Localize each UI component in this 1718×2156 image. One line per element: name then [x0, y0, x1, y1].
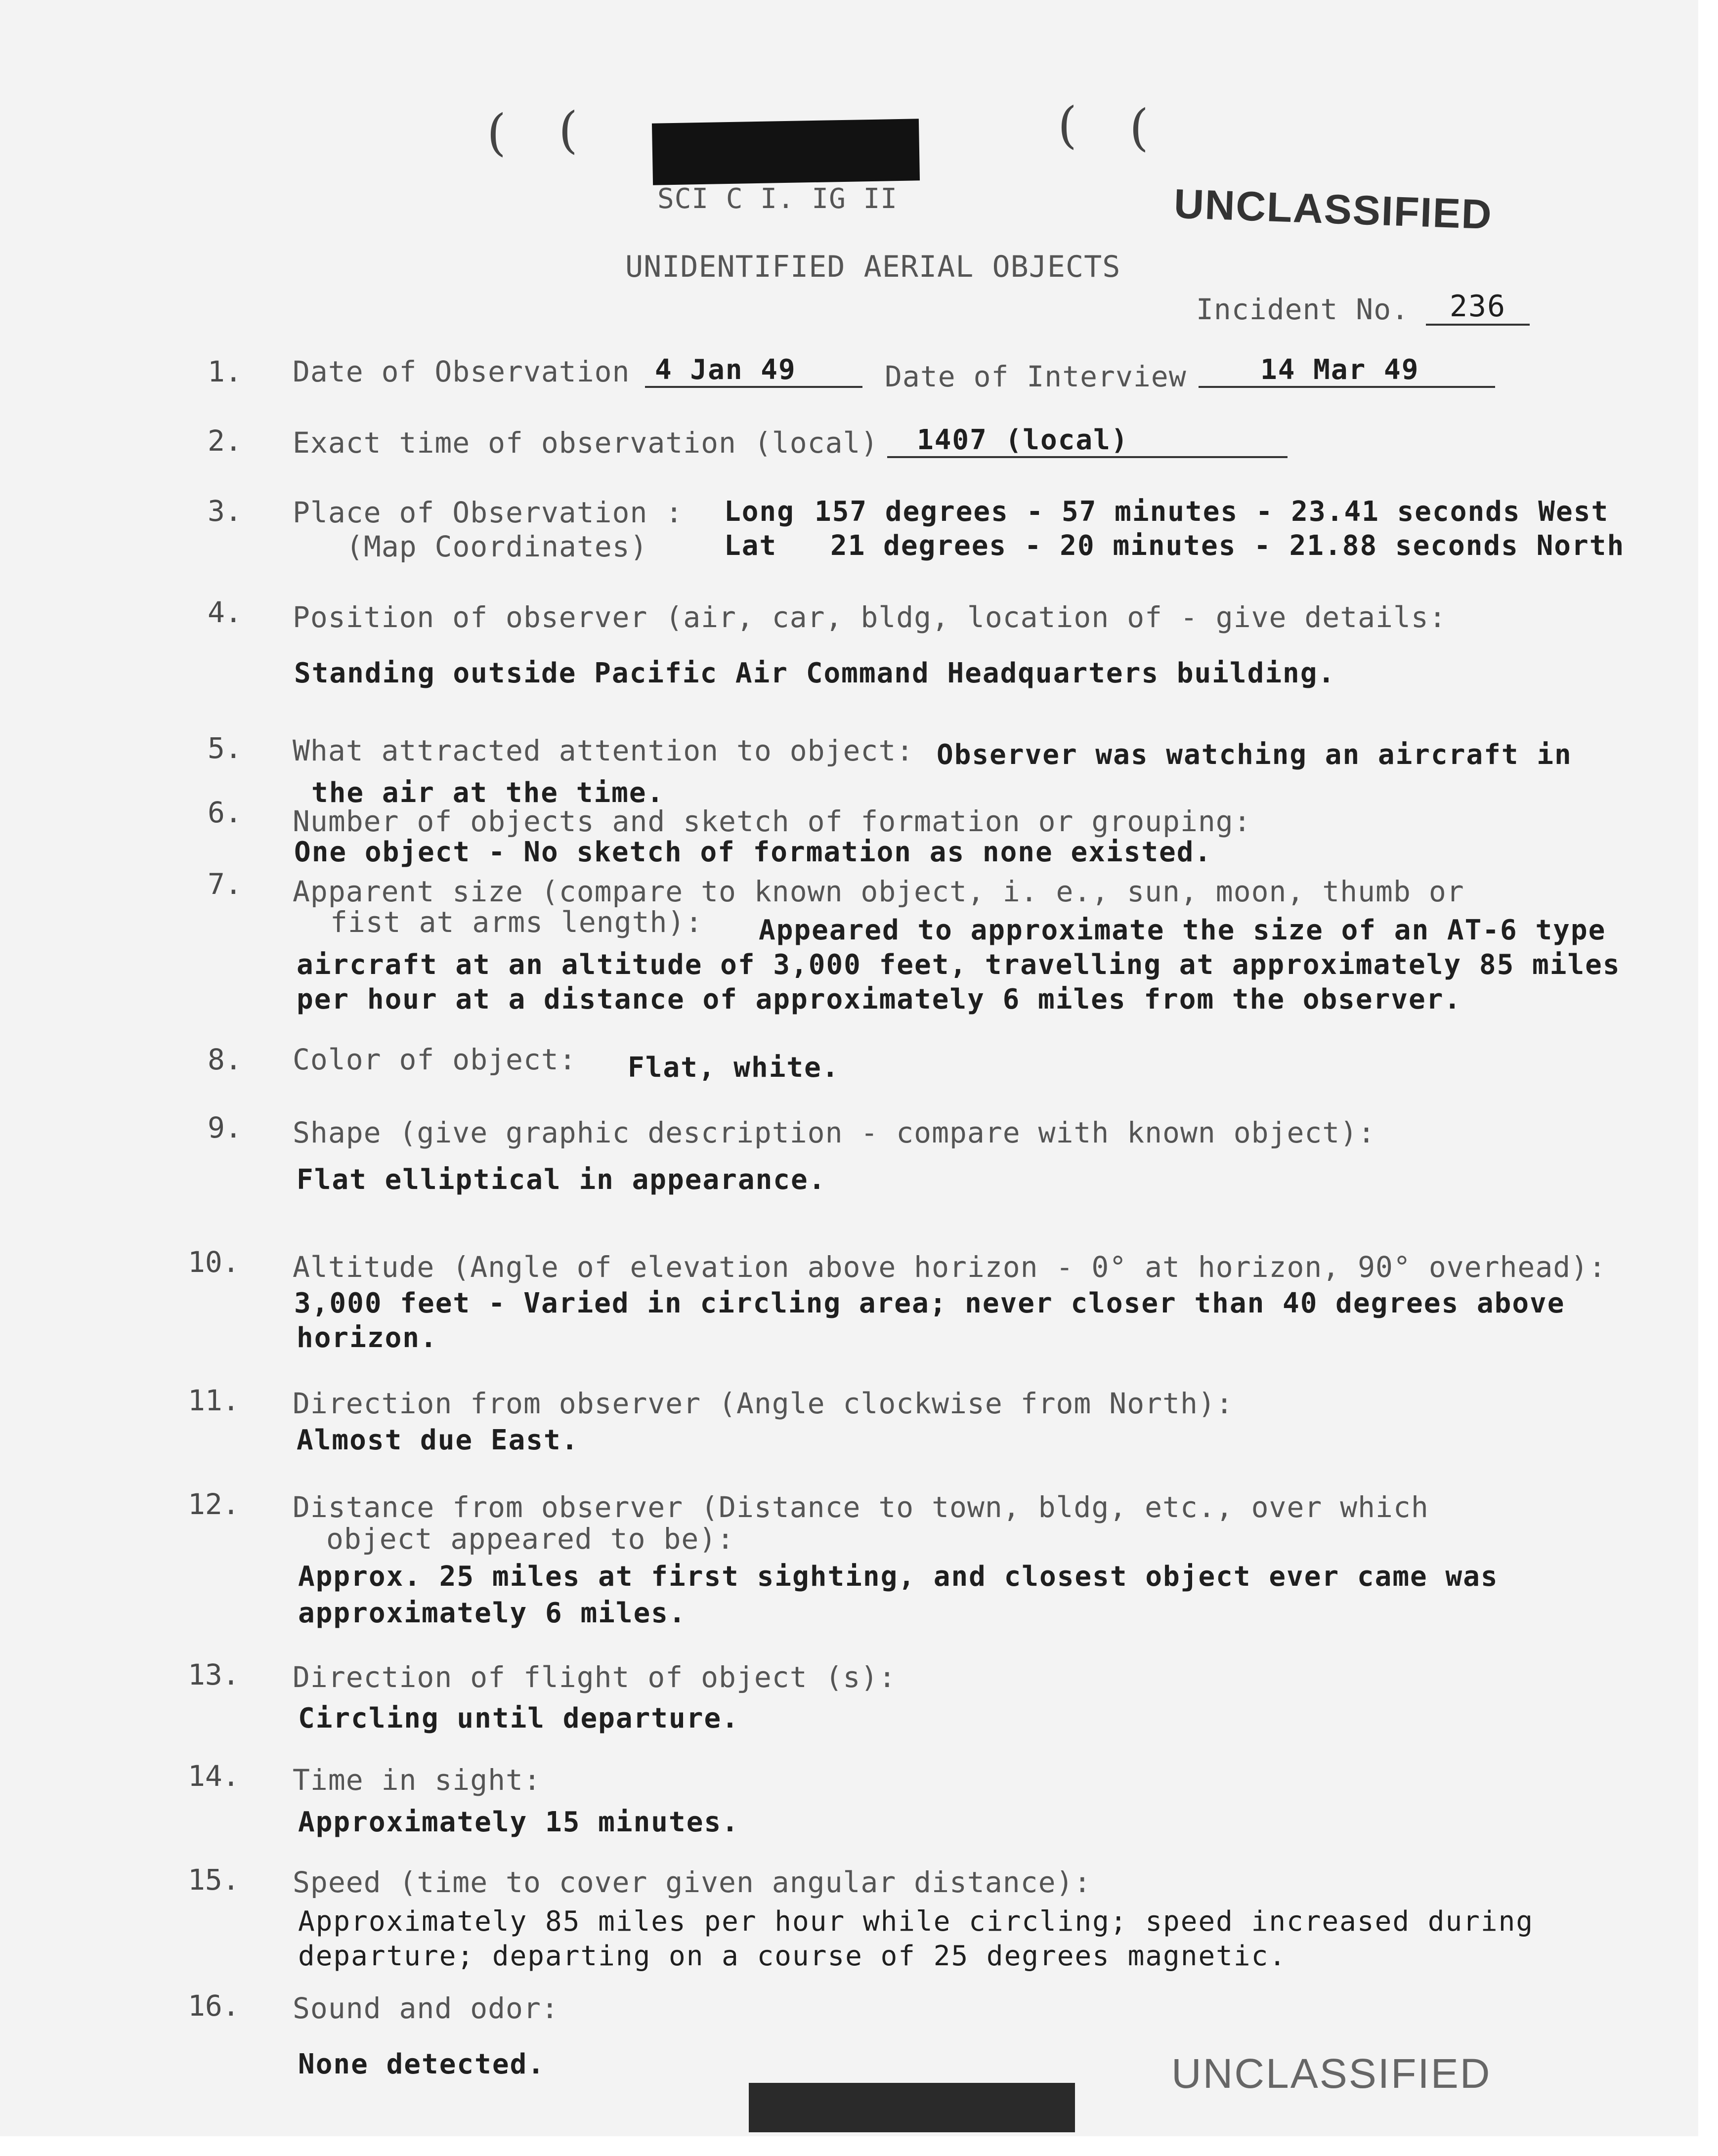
item-number: 5.	[208, 731, 242, 765]
redaction-block-bottom	[749, 2083, 1075, 2132]
item-value: Approx. 25 miles at first sighting, and closest object ever came was	[298, 1561, 1499, 1593]
item-number: 11.	[188, 1384, 240, 1417]
item-value-line-3: per hour at a distance of approximately 6 miles from the observer.	[297, 983, 1462, 1015]
item-value: Almost due East.	[297, 1424, 579, 1456]
item-value-continued: departure; departing on a course of 25 degrees magnetic.	[298, 1940, 1287, 1972]
item-value-continued: approximately 6 miles.	[298, 1597, 687, 1629]
item-label: Shape (give graphic description - compare with known object):	[293, 1116, 1376, 1149]
date-of-observation-value: 4 Jan 49	[645, 354, 862, 388]
item-label: What attracted attention to object:	[293, 734, 914, 767]
binder-mark-left-2: (	[558, 101, 578, 159]
item-value-continued: the air at the time.	[311, 777, 665, 809]
item-number: 9.	[208, 1111, 242, 1144]
item-value: Circling until departure.	[298, 1702, 739, 1734]
item-value: Flat elliptical in appearance.	[297, 1164, 826, 1196]
item-value: None detected.	[298, 2048, 546, 2080]
item-label: Direction from observer (Angle clockwise from North):	[293, 1387, 1234, 1420]
item-label: Number of objects and sketch of formation or grouping:	[293, 804, 1251, 838]
item-number: 6.	[208, 796, 242, 829]
item-number: 14.	[188, 1759, 240, 1793]
binder-mark-left-1: (	[487, 104, 507, 162]
binder-mark-right-2: (	[1129, 99, 1149, 157]
longitude-label: Long	[724, 496, 795, 528]
item-value-line-2: aircraft at an altitude of 3,000 feet, travelling at approximately 85 miles	[297, 949, 1621, 981]
item-value: Flat, white.	[628, 1052, 840, 1084]
item-number: 4.	[208, 595, 242, 629]
item-number: 3.	[208, 494, 242, 528]
item-label: Direction of flight of object (s):	[293, 1660, 897, 1694]
item-label-secondary: Date of Interview	[885, 360, 1187, 393]
incident-number: 236	[1426, 289, 1530, 326]
item-label: Sound and odor:	[293, 1991, 559, 2025]
item-number: 13.	[188, 1658, 240, 1691]
page-title: UNIDENTIFIED AERIAL OBJECTS	[625, 250, 1121, 284]
mangled-classification-title: SCI C I. IG II	[657, 183, 898, 215]
item-value: Observer was watching an aircraft in	[937, 739, 1572, 771]
item-value-continued: horizon.	[297, 1322, 438, 1354]
latitude-label: Lat	[724, 530, 777, 562]
item-label: Altitude (Angle of elevation above horizon - 0° at horizon, 90° overhead):	[293, 1250, 1607, 1284]
item-number: 16.	[188, 1989, 240, 2023]
item-number: 12.	[188, 1487, 240, 1521]
item-number: 15.	[188, 1863, 240, 1897]
scan-edge-bottom	[0, 2136, 1718, 2156]
item-label-sub: (Map Coordinates)	[346, 530, 648, 563]
redaction-block-top	[652, 119, 920, 185]
time-of-observation-value: 1407 (local)	[887, 424, 1288, 458]
item-label: Speed (time to cover given angular distance):	[293, 1865, 1092, 1899]
item-label: Place of Observation :	[293, 496, 684, 529]
item-value: Approximately 15 minutes.	[298, 1806, 739, 1838]
item-label: Date of Observation	[293, 355, 630, 388]
item-number: 8.	[208, 1043, 242, 1076]
date-of-interview-value: 14 Mar 49	[1199, 354, 1495, 388]
item-value: Appeared to approximate the size of an AT-6 type	[759, 914, 1606, 946]
binder-mark-right-1: (	[1058, 96, 1077, 154]
item-number: 1.	[208, 355, 242, 388]
item-label: Color of object:	[293, 1043, 577, 1076]
item-label: Position of observer (air, car, bldg, location of - give details:	[293, 600, 1447, 634]
item-value: Approximately 85 miles per hour while circling; speed increased during	[298, 1905, 1534, 1938]
item-value: 3,000 feet - Varied in circling area; never closer than 40 degrees above	[294, 1287, 1565, 1319]
latitude-value: 21 degrees - 20 minutes - 21.88 seconds North	[830, 530, 1625, 562]
incident-label: Incident No.	[1196, 293, 1410, 326]
item-label: Apparent size (compare to known object, i. e., sun, moon, thumb or	[293, 875, 1464, 908]
classification-stamp-bottom: UNCLASSIFIED	[1171, 2050, 1492, 2097]
item-label-sub: object appeared to be):	[326, 1522, 735, 1556]
item-value: Standing outside Pacific Air Command Headquarters building.	[294, 657, 1336, 689]
classification-stamp-top: UNCLASSIFIED	[1173, 180, 1494, 238]
item-number: 10.	[188, 1245, 240, 1279]
item-number: 2.	[208, 424, 242, 458]
item-label: Distance from observer (Distance to town, bldg, etc., over which	[293, 1490, 1429, 1524]
scan-edge-right	[1698, 0, 1718, 2156]
item-label-sub: fist at arms length):	[330, 905, 703, 939]
longitude-value: 157 degrees - 57 minutes - 23.41 seconds West	[815, 496, 1609, 528]
item-number: 7.	[208, 867, 242, 901]
item-label: Time in sight:	[293, 1763, 541, 1797]
item-value: One object - No sketch of formation as none existed.	[294, 836, 1212, 868]
item-label: Exact time of observation (local)	[293, 426, 879, 460]
